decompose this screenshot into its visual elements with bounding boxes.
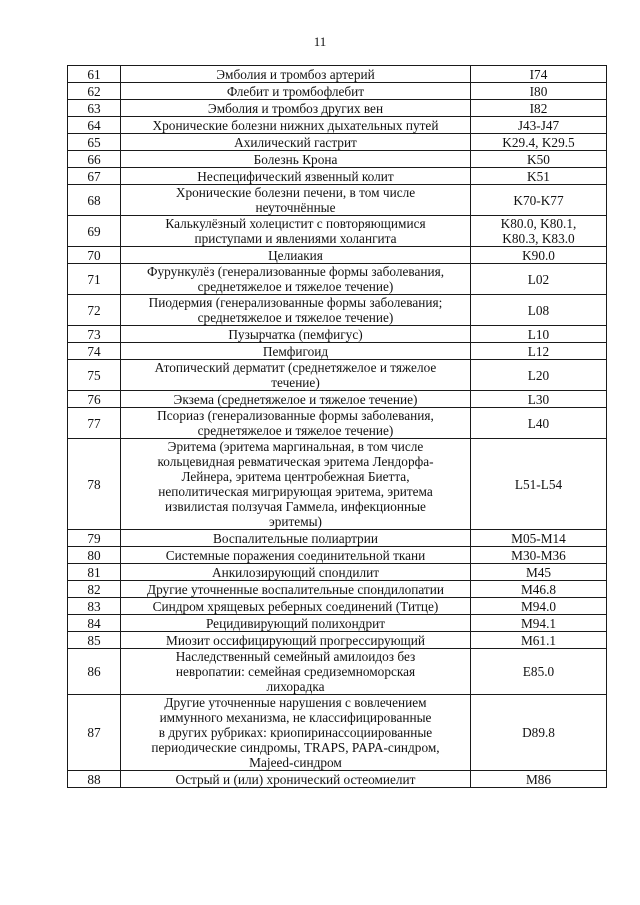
table-row	[68, 391, 607, 408]
table-row	[68, 295, 607, 326]
icd-code-cell: M94.0	[471, 598, 607, 615]
row-number-cell: 71	[68, 264, 121, 295]
row-number-cell: 85	[68, 632, 121, 649]
row-number-cell: 82	[68, 581, 121, 598]
disease-name-cell: Пиодермия (генерализованные формы заболевания; среднетяжелое и тяжелое течение)	[121, 295, 471, 326]
table-row	[68, 598, 607, 615]
disease-name-cell: Атопический дерматит (среднетяжелое и тяжелое течение)	[121, 360, 471, 391]
row-number-cell: 67	[68, 168, 121, 185]
icd-code-cell: L12	[471, 343, 607, 360]
disease-name-cell: Эмболия и тромбоз артерий	[121, 66, 471, 83]
table-row	[68, 151, 607, 168]
disease-name-cell: Миозит оссифицирующий прогрессирующий	[121, 632, 471, 649]
icd-code-cell: K50	[471, 151, 607, 168]
row-number-cell: 80	[68, 547, 121, 564]
icd-code-cell: M30-M36	[471, 547, 607, 564]
icd-code-cell: E85.0	[471, 649, 607, 695]
disease-name-cell: Болезнь Крона	[121, 151, 471, 168]
row-number-cell: 86	[68, 649, 121, 695]
icd-code-cell: M61.1	[471, 632, 607, 649]
disease-name-cell: Фурункулёз (генерализованные формы заболевания, среднетяжелое и тяжелое течение)	[121, 264, 471, 295]
table-row	[68, 360, 607, 391]
table-row	[68, 117, 607, 134]
row-number-cell: 76	[68, 391, 121, 408]
table-row	[68, 100, 607, 117]
table-row	[68, 343, 607, 360]
disease-name-cell: Хронические болезни печени, в том числе неуточнённые	[121, 185, 471, 216]
row-number-cell: 69	[68, 216, 121, 247]
row-number-cell: 81	[68, 564, 121, 581]
row-number-cell: 72	[68, 295, 121, 326]
table-body	[68, 66, 607, 788]
table-row	[68, 530, 607, 547]
row-number-cell: 61	[68, 66, 121, 83]
row-number-cell: 87	[68, 695, 121, 771]
disease-name-cell: Другие уточненные нарушения с вовлечением иммунного механизма, не классифицированные в других рубриках: криопиринассоциированные периодические синдромы, TRAPS, PAPA-синдром, Majeed-синдром	[121, 695, 471, 771]
disease-name-cell: Ахилический гастрит	[121, 134, 471, 151]
table-row	[68, 408, 607, 439]
icd-code-cell: K80.0, K80.1, K80.3, K83.0	[471, 216, 607, 247]
icd-code-cell: M86	[471, 771, 607, 788]
page-number: 11	[313, 34, 327, 49]
icd-code-cell: J43-J47	[471, 117, 607, 134]
disease-name-cell: Флебит и тромбофлебит	[121, 83, 471, 100]
row-number-cell: 63	[68, 100, 121, 117]
disease-name-cell: Хронические болезни нижних дыхательных путей	[121, 117, 471, 134]
row-number-cell: 79	[68, 530, 121, 547]
table-row	[68, 439, 607, 530]
disease-name-cell: Экзема (среднетяжелое и тяжелое течение)	[121, 391, 471, 408]
row-number-cell: 65	[68, 134, 121, 151]
row-number-cell: 62	[68, 83, 121, 100]
icd-code-cell: L40	[471, 408, 607, 439]
icd-code-cell: M45	[471, 564, 607, 581]
row-number-cell: 66	[68, 151, 121, 168]
disease-name-cell: Наследственный семейный амилоидоз без невропатии: семейная средиземноморская лихорадка	[121, 649, 471, 695]
row-number-cell: 77	[68, 408, 121, 439]
table-row	[68, 168, 607, 185]
table-row	[68, 185, 607, 216]
disease-name-cell: Системные поражения соединительной ткани	[121, 547, 471, 564]
icd-code-cell: L20	[471, 360, 607, 391]
icd-code-cell: M94.1	[471, 615, 607, 632]
table-row	[68, 771, 607, 788]
disease-name-cell: Острый и (или) хронический остеомиелит	[121, 771, 471, 788]
icd-code-cell: L30	[471, 391, 607, 408]
icd-code-cell: L08	[471, 295, 607, 326]
icd-code-cell: L51-L54	[471, 439, 607, 530]
disease-name-cell: Воспалительные полиартрии	[121, 530, 471, 547]
table-row	[68, 247, 607, 264]
icd-code-cell: D89.8	[471, 695, 607, 771]
row-number-cell: 84	[68, 615, 121, 632]
table-row	[68, 581, 607, 598]
icd-code-cell: M46.8	[471, 581, 607, 598]
disease-name-cell: Калькулёзный холецистит с повторяющимися приступами и явлениями холангита	[121, 216, 471, 247]
icd-code-cell: L10	[471, 326, 607, 343]
icd-code-cell: K51	[471, 168, 607, 185]
disease-name-cell: Другие уточненные воспалительные спондилопатии	[121, 581, 471, 598]
row-number-cell: 70	[68, 247, 121, 264]
disease-name-cell: Анкилозирующий спондилит	[121, 564, 471, 581]
disease-name-cell: Эритема (эритема маргинальная, в том числе кольцевидная ревматическая эритема Лендорфа- Лейнера, эритема центробежная Биетта, неполитическая мигрирующая эритема, эритема извилистая ползучая Гаммела, инфекционные эритемы)	[121, 439, 471, 530]
table-row	[68, 83, 607, 100]
row-number-cell: 73	[68, 326, 121, 343]
icd-code-cell: L02	[471, 264, 607, 295]
row-number-cell: 68	[68, 185, 121, 216]
icd-code-cell: K70-K77	[471, 185, 607, 216]
icd-code-cell: M05-M14	[471, 530, 607, 547]
icd-code-cell: K29.4, K29.5	[471, 134, 607, 151]
table-row	[68, 695, 607, 771]
row-number-cell: 83	[68, 598, 121, 615]
disease-name-cell: Синдром хрящевых реберных соединений (Титце)	[121, 598, 471, 615]
icd-code-table	[67, 65, 607, 788]
icd-code-cell: I74	[471, 66, 607, 83]
table-row	[68, 264, 607, 295]
table-row	[68, 216, 607, 247]
table-row	[68, 66, 607, 83]
icd-code-cell: K90.0	[471, 247, 607, 264]
disease-name-cell: Пузырчатка (пемфигус)	[121, 326, 471, 343]
disease-name-cell: Рецидивирующий полихондрит	[121, 615, 471, 632]
disease-name-cell: Псориаз (генерализованные формы заболевания, среднетяжелое и тяжелое течение)	[121, 408, 471, 439]
table-row	[68, 547, 607, 564]
table-row	[68, 649, 607, 695]
disease-name-cell: Неспецифический язвенный колит	[121, 168, 471, 185]
row-number-cell: 74	[68, 343, 121, 360]
row-number-cell: 78	[68, 439, 121, 530]
disease-name-cell: Целиакия	[121, 247, 471, 264]
disease-name-cell: Эмболия и тромбоз других вен	[121, 100, 471, 117]
row-number-cell: 88	[68, 771, 121, 788]
table-row	[68, 564, 607, 581]
table-row	[68, 134, 607, 151]
table-row	[68, 615, 607, 632]
table-row	[68, 326, 607, 343]
disease-name-cell: Пемфигоид	[121, 343, 471, 360]
row-number-cell: 75	[68, 360, 121, 391]
row-number-cell: 64	[68, 117, 121, 134]
icd-code-cell: I82	[471, 100, 607, 117]
icd-code-cell: I80	[471, 83, 607, 100]
table-row	[68, 632, 607, 649]
